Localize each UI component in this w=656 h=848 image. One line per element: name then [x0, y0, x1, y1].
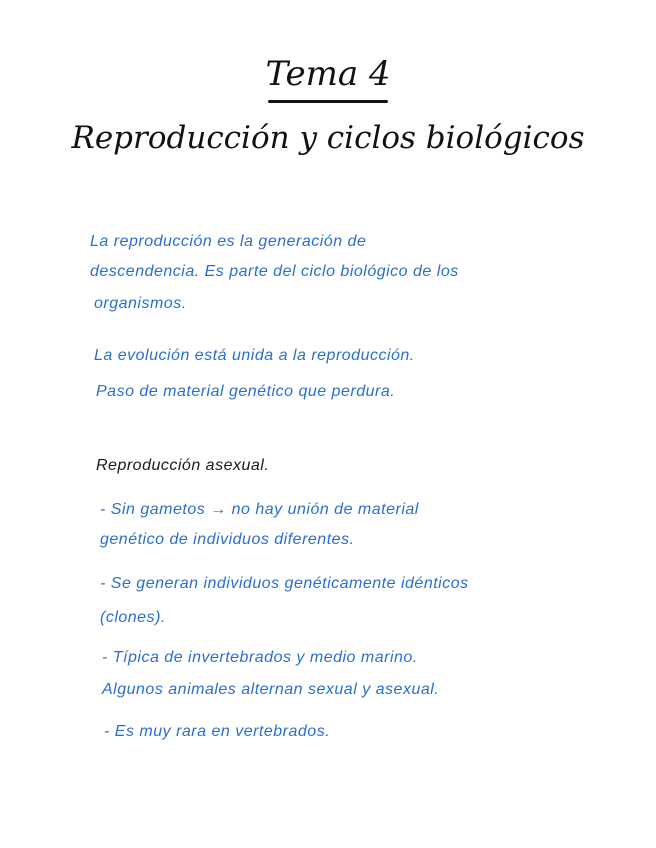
- intro-line-2: descendencia. Es parte del ciclo biológico de los: [90, 263, 459, 280]
- evolution-line-2: Paso de material genético que perdura.: [96, 383, 396, 400]
- bullet-3-line-1: - Típica de invertebrados y medio marino.: [102, 649, 418, 666]
- bullet-3-line-2: Algunos animales alternan sexual y asexual.: [102, 681, 440, 698]
- bullet-1-line-1: - Sin gametos → no hay unión de material: [100, 501, 419, 518]
- page-title: Tema 4: [265, 54, 391, 94]
- evolution-line-1: La evolución está unida a la reproducción.: [94, 347, 415, 364]
- intro-line-3: organismos.: [94, 295, 187, 312]
- bullet-2-line-2: (clones).: [100, 609, 166, 626]
- bullet-4-line-1: - Es muy rara en vertebrados.: [104, 723, 331, 740]
- bullet-1-line-2: genético de individuos diferentes.: [100, 531, 355, 548]
- page-subtitle: Reproducción y ciclos biológicos: [71, 120, 585, 156]
- intro-line-1: La reproducción es la generación de: [90, 233, 367, 250]
- asexual-heading: Reproducción asexual.: [96, 457, 270, 474]
- bullet-2-line-1: - Se generan individuos genéticamente idénticos: [100, 575, 469, 592]
- title-underline: [268, 100, 388, 103]
